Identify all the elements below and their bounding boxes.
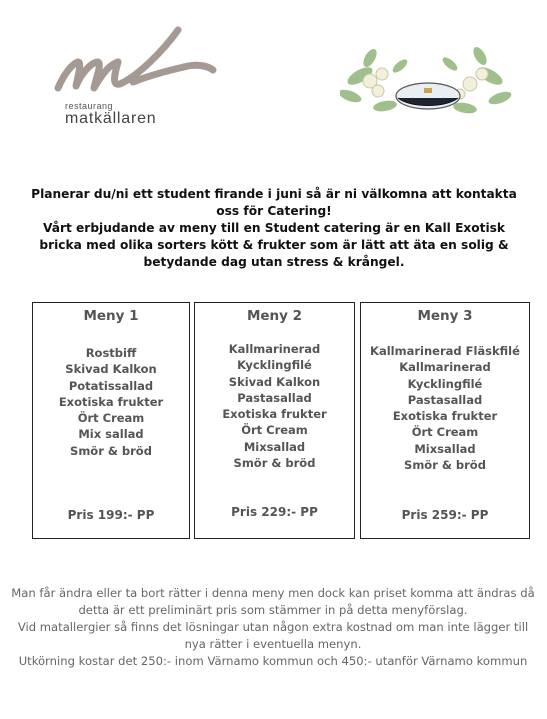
footer-notes [8,585,538,670]
footer-line-1: Man får ändra eller ta bort rätter i denna meny men dock kan priset komma att ändras då detta är ett preliminärt pris som stämmer in på detta menyförslag. [11,586,535,617]
menu-title: Meny 2 [246,308,303,324]
footer-line-3: Utkörning kostar det 250:- inom Värnamo kommun och 450:- utanför Värnamo kommun [18,654,528,668]
menu-item: Smör & bröd [404,458,486,473]
menu-price: Pris 229:- PP [231,505,318,519]
intro-text [30,186,518,271]
menu-items-list [361,343,529,473]
restaurant-logo [48,26,228,126]
menu-price: Pris 259:- PP [401,508,489,522]
menu-item: Pastasallad [237,390,312,405]
graduation-cap-wreath-icon [340,36,515,126]
menu-item: Ört Cream [411,425,479,440]
menu-item: Mixsallad [414,441,476,456]
menu-item: Rostbiff [85,346,137,360]
menu-item: Ört Cream [241,423,308,438]
menu-card-2 [194,302,355,539]
menu-title: Meny 1 [83,308,139,324]
menu-item: Kallmarinerad Fläskfilé [370,344,520,358]
logo-subtitle: restaurang [65,101,114,111]
menu-item: Exotiska frukter [392,409,498,424]
menu-item: Kycklingfilé [237,358,312,373]
menu-item: Smör & bröd [233,456,316,471]
menu-item: Skivad Kalkon [228,374,321,389]
menu-item: Skivad Kalkon [65,362,157,377]
menu-price: Pris 199:- PP [67,508,155,522]
menu-card-3 [360,302,530,539]
footer-line-2: Vid matallergier så finns det lösningar utan någon extra kostnad om man inte lägger till nya rätter i eventuella menyn. [17,620,529,651]
intro-line-2: Vårt erbjudande av meny till en Student catering är en Kall Exotisk bricka med olika sorters kött & frukter som är lätt att äta en solig & betydande dag utan stress & krångel. [39,221,509,269]
menu-item: Kallmarinerad [399,360,491,375]
menu-item: Exotiska frukter [222,407,327,422]
menu-item: Mixsallad [243,439,306,454]
menu-item: Pastasallad [407,392,483,407]
menu-items-list [195,341,354,471]
menu-title: Meny 3 [417,308,473,324]
logo-title: matkällaren [65,110,157,127]
logo-mark-icon [48,26,228,106]
menu-item: Kycklingfilé [407,376,483,391]
menu-item: Smör & bröd [70,443,152,458]
wreath-illustration [340,36,515,126]
menu-item: Exotiska frukter [58,394,164,409]
menu-item: Kallmarinerad [228,342,321,356]
menu-item: Potatissallad [68,378,154,393]
menu-item: Mix sallad [78,427,144,442]
menu-items-list [33,345,189,459]
menu-item: Ört Cream [77,411,145,426]
intro-line-1: Planerar du/ni ett student firande i juni så är ni välkomna att kontakta oss för Catering! [31,187,517,218]
menu-card-1 [32,302,190,539]
